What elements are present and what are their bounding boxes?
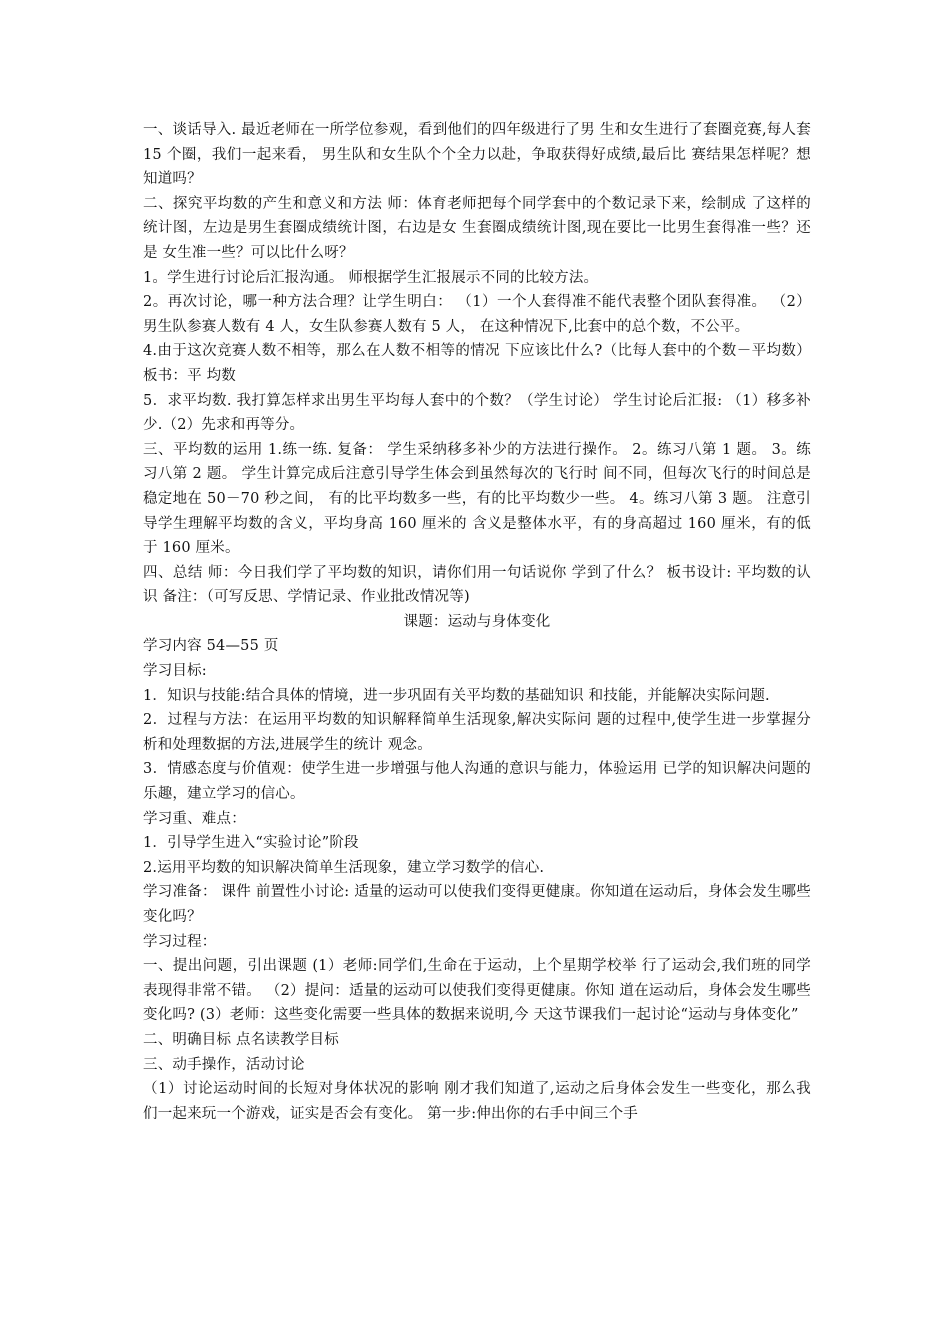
paragraph-process-1: 一、提出问题，引出课题 (1）老师:同学们,生命在于运动，上个星期学校举 行了运动会,我们班的同学表现得非常不错。 （2）提问：适量的运动可以使我们变得更健康。你知 道在运动后，身体会发生哪些变化吗? (3）老师：这些变化需要一些具体的数据来说明,今 天这节课我们一起讨论“运动与身体变化” bbox=[143, 958, 811, 1024]
paragraph-process-3: 三、动手操作，活动讨论 bbox=[143, 1056, 305, 1073]
lesson-title: 课题：运动与身体变化 bbox=[403, 613, 551, 630]
paragraph-process-4: （1）讨论运动时间的长短对身体状况的影响 刚才我们知道了,运动之后身体会发生一些变化，那么我 们一起来玩一个游戏，证实是否会有变化。 第一步:伸出你的右手中间三个手 bbox=[143, 1081, 811, 1122]
paragraph-explore: 二、探究平均数的产生和意义和方法 师：体育老师把每个同学套中的个数记录下来，绘制成 了这样的统计图，左边是男生套圈成绩统计图，右边是女 生套圈成绩统计图,现在要比一比男生套得准一些？还是 女生准一些？可以比什么呀？ bbox=[143, 195, 811, 261]
paragraph-goal-process: 2．过程与方法：在运用平均数的知识解释简单生活现象,解决实际问 题的过程中,使学生进一步掌握分析和处理数据的方法,进展学生的统计 观念。 bbox=[143, 712, 811, 753]
paragraph-goal-knowledge: 1．知识与技能:结合具体的情境，进一步巩固有关平均数的基础知识 和技能，并能解决实际问题. bbox=[143, 687, 770, 704]
paragraph-preparation: 学习准备： 课件 前置性小讨论: 适量的运动可以使我们变得更健康。你知道在运动后，身体会发生哪些变化吗？ bbox=[143, 884, 811, 925]
paragraph-goal-attitude: 3．情感态度与价值观：使学生进一步增强与他人沟通的意识与能力，体验运用 已学的知识解决问题的乐趣，建立学习的信心。 bbox=[143, 761, 811, 803]
paragraph-step-5: 5．求平均数. 我打算怎样求出男生平均每人套中的个数？（学生讨论） 学生讨论后汇报: （1）移多补少.（2）先求和再等分。 bbox=[143, 392, 811, 434]
paragraph-goals-heading: 学习目标: bbox=[143, 663, 207, 680]
paragraph-application: 三、平均数的运用 1.练一练. 复备： 学生采纳移多补少的方法进行操作。 2。练习八第 1 题。 3。练习八第 2 题。 学生计算完成后注意引导学生体会到虽然每次的飞行时 间不同，但每次飞行的时间总是稳定地在 50－70 秒之间， 有的比平均数多一些，有的比平均数少一些。 4。练习八第 3 题。 注意引导学生理解平均数的含义，平均身高 160 厘米的 含义是整体水平，有的身高超过 160 厘米，有的低于 160 厘米。 bbox=[143, 441, 811, 557]
paragraph-content-pages: 学习内容 54—55 页 bbox=[143, 638, 279, 655]
paragraph-key-point-2: 2.运用平均数的知识解决简单生活现象，建立学习数学的信心. bbox=[143, 859, 545, 876]
paragraph-step-4: 4.由于这次竞赛人数不相等，那么在人数不相等的情况 下应该比什么?（比每人套中的个数－平均数）板书：平 均数 bbox=[143, 343, 811, 384]
paragraph-key-points-heading: 学习重、难点： bbox=[143, 810, 246, 827]
paragraph-process-2: 二、明确目标 点名读教学目标 bbox=[143, 1031, 339, 1048]
paragraph-intro: 一、谈话导入. 最近老师在一所学位参观，看到他们的四年级进行了男 生和女生进行了套圈竞赛,每人套 15 个圈，我们一起来看， 男生队和女生队个个全力以赴，争取获得好成绩,最后比 赛结果怎样呢？想知道吗？ bbox=[143, 122, 811, 188]
document-page bbox=[143, 118, 811, 1126]
paragraph-key-point-1: 1．引导学生进入“实验讨论”阶段 bbox=[143, 835, 359, 852]
paragraph-step-2: 2。再次讨论，哪一种方法合理？让学生明白： （1）一个人套得准不能代表整个团队套得准。 （2）男生队参赛人数有 4 人，女生队参赛人数有 5 人， 在这种情况下,比套中的总个数，不公平。 bbox=[143, 294, 811, 335]
paragraph-step-1: 1。学生进行讨论后汇报沟通。 师根据学生汇报展示不同的比较方法。 bbox=[143, 269, 599, 286]
paragraph-process-heading: 学习过程： bbox=[143, 933, 217, 950]
paragraph-summary: 四、总结 师：今日我们学了平均数的知识，请你们用一句话说你 学到了什么？ 板书设计: 平均数的认识 备注：（可写反思、学情记录、作业批改情况等) bbox=[143, 564, 811, 606]
